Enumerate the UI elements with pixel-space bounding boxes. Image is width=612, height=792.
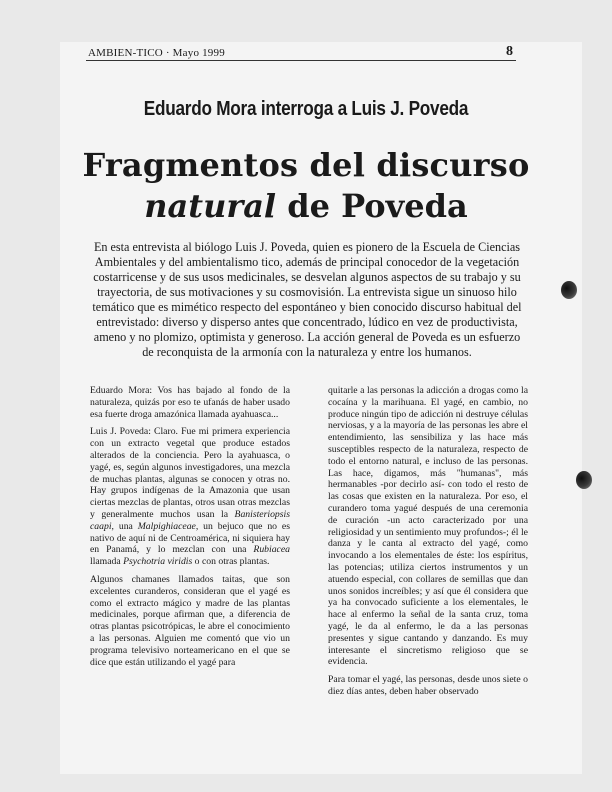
running-head: AMBIEN-TICO · Mayo 1999	[88, 47, 225, 59]
left-paragraph-1: Eduardo Mora: Vos has bajado al fondo de la naturaleza, quizás por eso te ufanás de haber usado esa fuerte droga amazónica llamada ayahuasca...	[90, 385, 290, 420]
page-number: 8	[506, 44, 513, 59]
right-paragraph-2: Para tomar el yagé, las personas, desde unos siete o diez días antes, deben haber observado	[328, 674, 528, 697]
binder-hole	[576, 471, 592, 489]
article-title-line2	[0, 187, 612, 225]
text-run: o con otras plantas.	[192, 556, 270, 568]
family-name: Rubiacea	[253, 544, 290, 556]
left-paragraph-3: Algunos chamanes llamados taitas, que son excelentes curanderos, consideran que el yagé es como el extracto mágico y madre de las plantas medicinales, porque afirman que, a diferencia de otras plantas psicotrópicas, le abre el conocimiento a las personas. Alguien me comentó que vio un programa televisivo norteamericano en el que se dice que están utilizando el yagé para	[90, 573, 290, 668]
left-paragraph-2	[90, 426, 290, 568]
article-kicker: Eduardo Mora interroga a Luis J. Poveda	[143, 98, 469, 120]
family-name: Malpighiaceae	[137, 520, 196, 532]
title-rest: de Poveda	[276, 187, 468, 225]
text-run: Luis J. Poveda: Claro. Fue mi primera experiencia con un extracto vegetal que produce estados alterados de la conciencia. Pero la ayahuasca, o yagé, es, según algunos investigadores, una mezcla de muchas plantas, algunas se conocen y otras no. Hay grupos indígenas de la Amazonia que usan ciertas mezclas de plantas, otros usan otras mezclas y generalmente muchos usan la	[90, 426, 290, 520]
article-abstract: En esta entrevista al biólogo Luis J. Poveda, quien es pionero de la Escuela de Ciencias Ambientales y del ambientalismo tico, además de principal conocedor de la vegetación costarricense y de sus usos medicinales, se desvelan algunos aspectos de su trabajo y su trayectoria, de sus motivaciones y su cosmovisión. La entrevista sigue un sinuoso hilo temático que es mimético respecto del espontáneo y bien conocido discurso habitual del entrevistado: diverso y disperso antes que concentrado, lúdico en vez de productivista, ameno y no plomizo, optimista y generoso. La acción general de Poveda es un esfuerzo de reconquista de la armonía con la naturaleza y entre los humanos.	[92, 240, 522, 359]
text-run: , un bejuco que no es nativo de aquí ni de Centroamérica, ni siquiera hay en Panamá, y lo mezclan con una	[90, 520, 290, 556]
right-column	[328, 385, 528, 704]
article-title-line1: Fragmentos del discurso	[82, 146, 530, 184]
species-name: Psychotria viridis	[123, 556, 193, 568]
text-run: , una	[111, 520, 138, 532]
title-italic-word: natural	[144, 187, 277, 225]
right-paragraph-1: quitarle a las personas la adicción a drogas como la cocaína y la marihuana. El yagé, en cambio, no produce ningún tipo de adicción ni destruye células nerviosas, y a la mayoría de las personas les abre el entendimiento, las sensibiliza y las hace más susceptibles respecto de la naturaleza, respecto de todo el entorno natural, e incluso de las personas. Las hace, digamos, más "humanas", más hermanables -por decirlo así- con todo el resto de las cosas que existen en la naturaleza. Por eso, el curandero toma yagué después de una ceremonia de curación -un acto caracterizado por una religiosidad y un sentimiento muy profundos-; él le danza y le canta al extracto del yagé, como invocando a los elementales de éste: los espíritus, las potencias; utiliza ciertos instrumentos y un atuendo especial, con collares de semillas que dan unos sonidos increíbles; y así que él considera que ya ha convocado suficiente a los elementales, le hace al enfermo la señal de la santa cruz, toma yagé, le da al enfermo, le da a las personas presentes y sigue cantando y danzando. Es muy interesante el sincretismo religioso que se evidencia.	[328, 385, 528, 668]
left-column	[90, 385, 290, 674]
text-run: llamada	[90, 556, 124, 568]
binder-hole	[561, 281, 577, 299]
header-rule	[86, 60, 516, 61]
species-name: Banisteriopsis caapi	[90, 508, 290, 532]
